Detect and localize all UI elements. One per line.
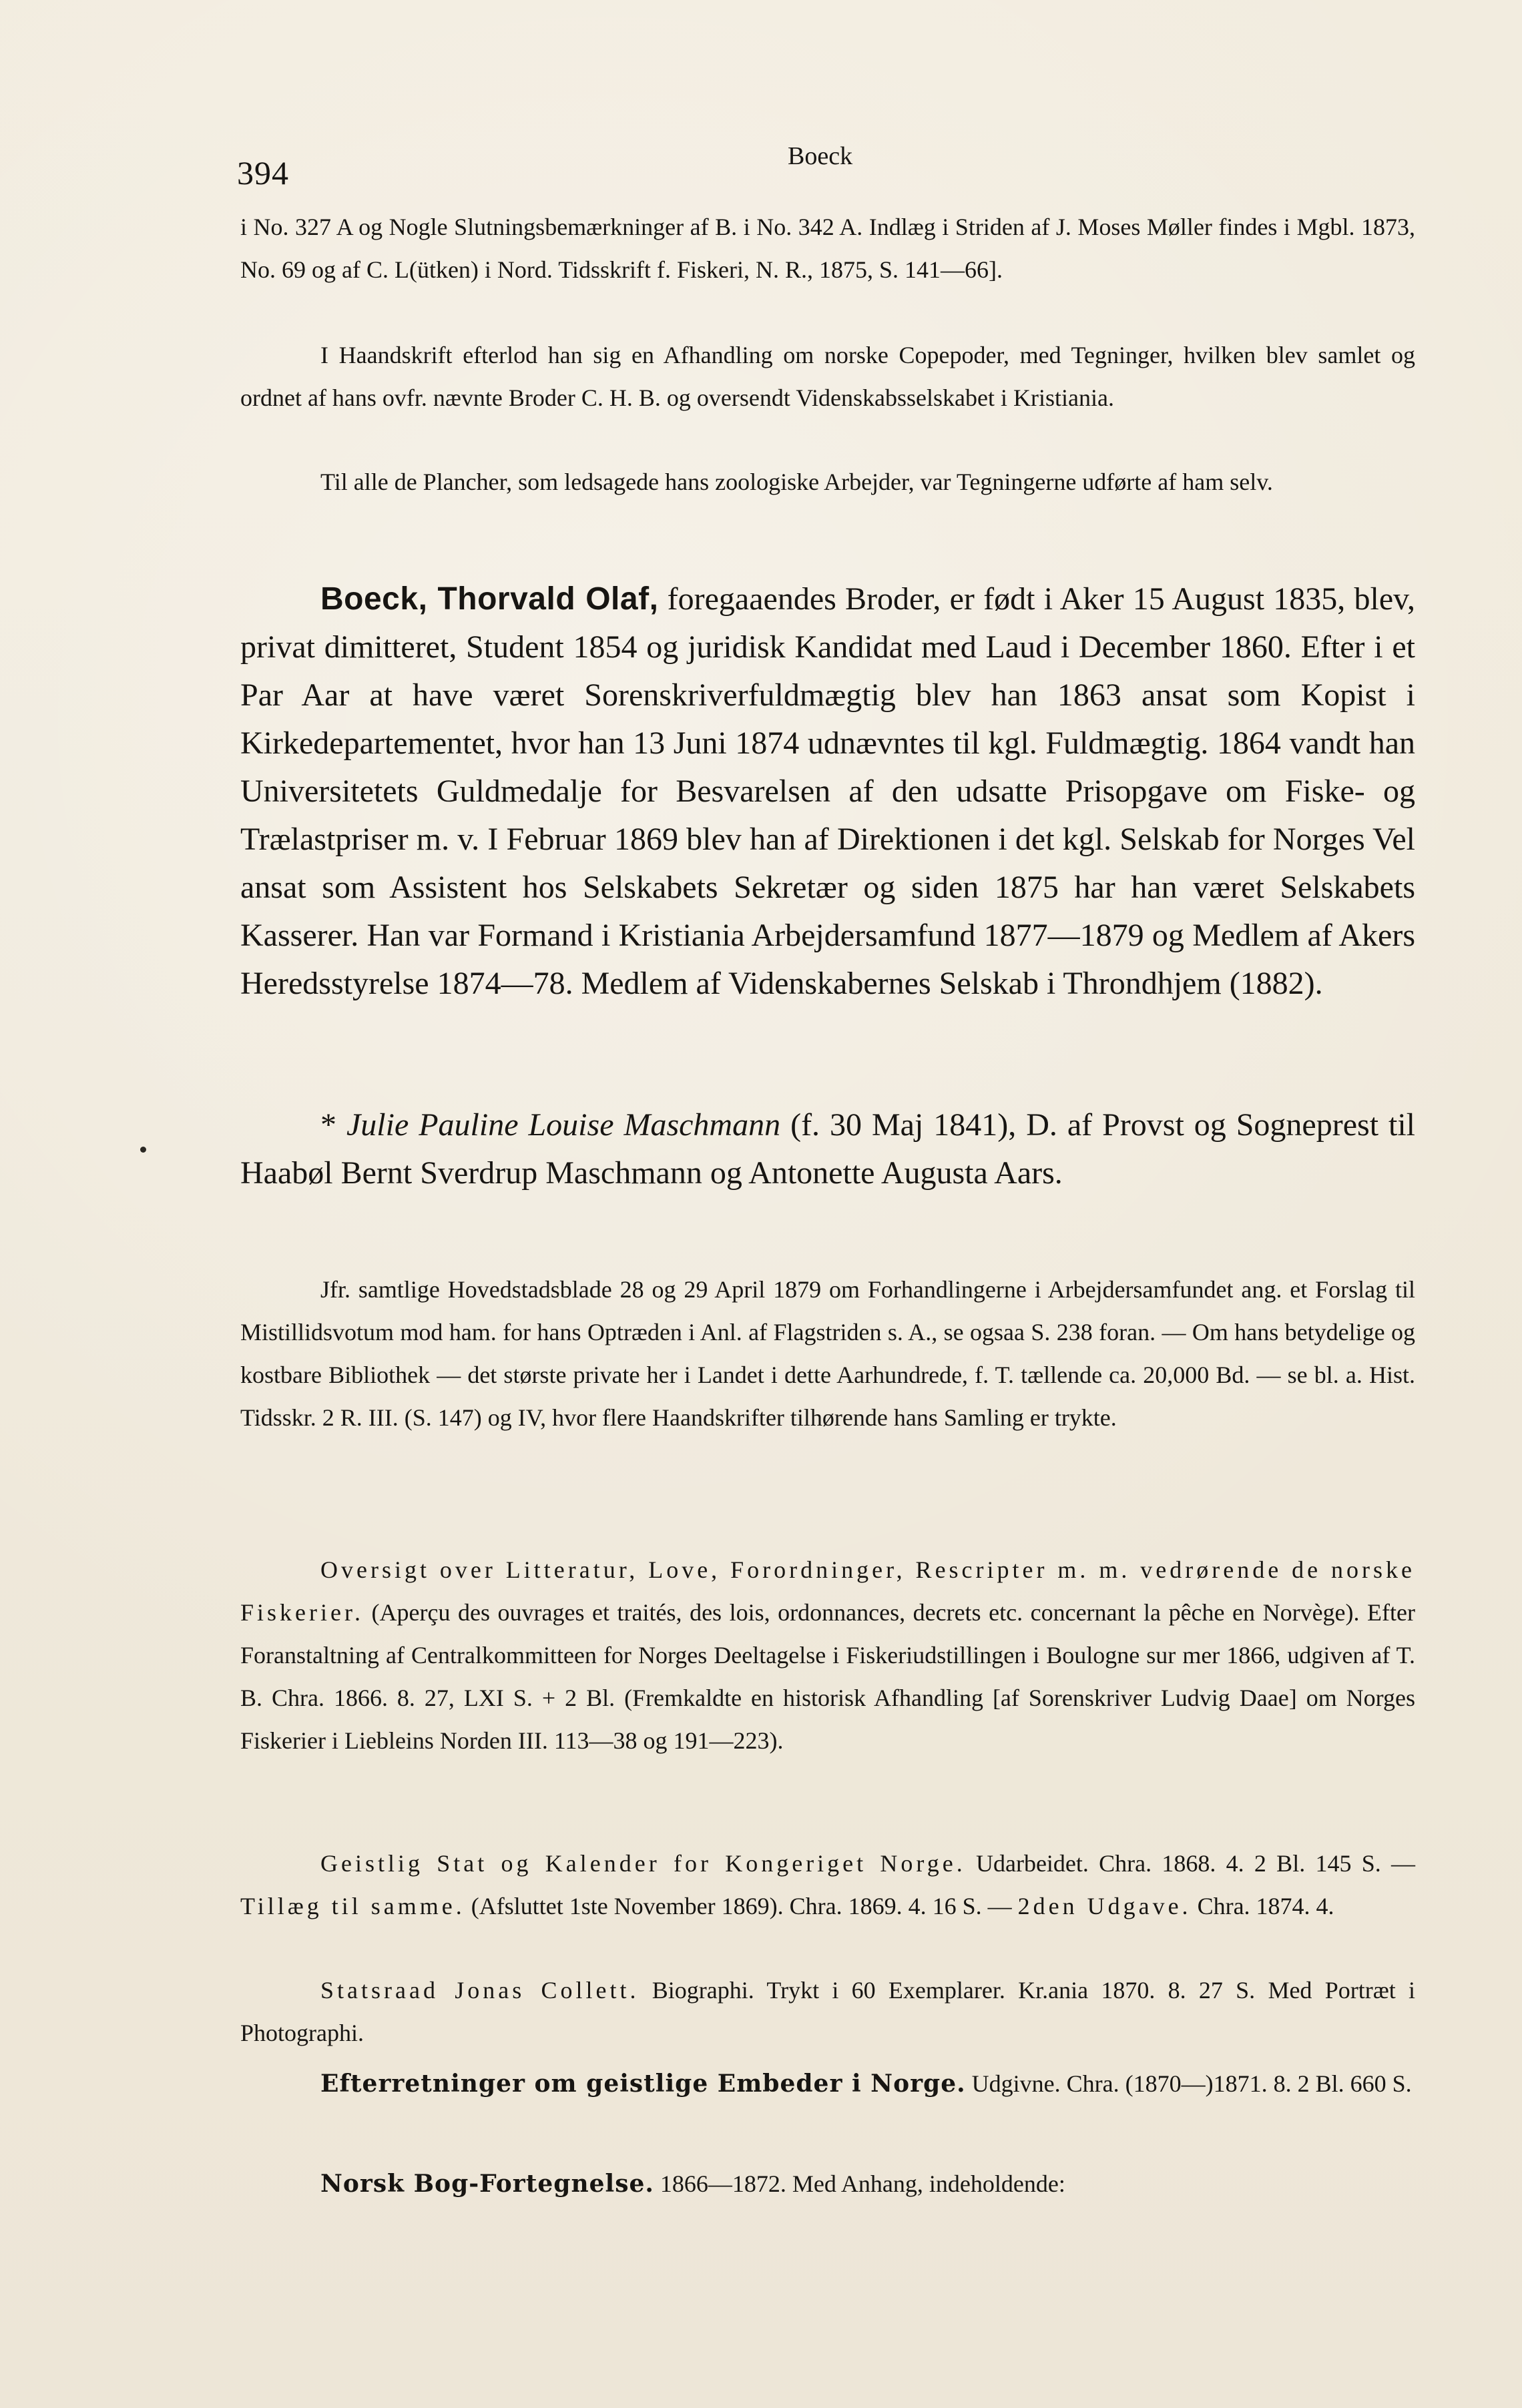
spouse-name: Julie Pauline Louise Maschmann xyxy=(346,1107,781,1143)
paragraph-plates-note: Til alle de Plancher, som ledsagede hans zoologiske Arbejder, var Tegningerne udførte af ham selv. xyxy=(320,469,1273,495)
work-entry-clergy-calendar xyxy=(240,1842,1415,1927)
work-entry-book-catalogue xyxy=(240,2162,1415,2205)
biography-entry xyxy=(240,575,1415,1008)
work-details: Chra. 1874. 4. xyxy=(1197,1893,1334,1919)
running-head: Boeck xyxy=(788,142,853,170)
margin-dot xyxy=(140,1147,146,1153)
work-details: 1866—1872. Med Anhang, indeholdende: xyxy=(660,2170,1065,2197)
entry-name: Boeck, Thorvald Olaf, xyxy=(320,581,659,617)
work-supplement-title: Tillæg til samme. xyxy=(240,1893,465,1919)
work-title: Norsk Bog-Fortegnelse. xyxy=(320,2170,654,2198)
work-title: Efterretninger om geistlige Embeder i Norge. xyxy=(320,2070,966,2098)
paragraph-manuscript-note: I Haandskrift efterlod han sig en Afhandling om norske Copepoder, med Tegninger, hvilken blev samlet og ordnet af hans ovfr. nævnte Broder C. H. B. og oversendt Videnskabsselskabet i Kristiania. xyxy=(240,342,1415,411)
spouse-marker: * xyxy=(320,1107,336,1143)
work-entry-clergy-offices xyxy=(240,2062,1415,2105)
work-title: Geistlig Stat og Kalender for Kongeriget Norge. xyxy=(320,1850,966,1877)
work-entry-collett-biography xyxy=(240,1969,1415,2054)
work-details: Udgivne. Chra. (1870—)1871. 8. 2 Bl. 660 S. xyxy=(971,2070,1412,2097)
work-title: Statsraad Jonas Collett. xyxy=(320,1977,640,2004)
work-entry-fisheries-literature xyxy=(240,1548,1415,1762)
reference-note: Jfr. samtlige Hovedstadsblade 28 og 29 April 1879 om Forhandlingerne i Arbejdersamfundet ang. et Forslag til Mistillidsvotum mod ham. for hans Optræden i Anl. af Flagstriden s. A., se ogsaa S. 238 foran. — Om hans betydelige og kostbare Bibliothek — det største private her i Landet i dette Aarhundrede, f. T. tællende ca. 20,000 Bd. — se bl. a. Hist. Tidsskr. 2 R. III. (S. 147) og IV, hvor flere Haandskrifter tilhørende hans Samling er trykte. xyxy=(240,1276,1415,1431)
work-edition-title: 2den Udgave. xyxy=(1017,1893,1192,1919)
spouse-text: (f. 30 Maj 1841), D. af Provst og Sogneprest til Haabøl Bernt Sverdrup Maschmann og Antonette Augusta Aars. xyxy=(240,1107,1416,1191)
work-title: Oversigt over Litteratur, Love, Forordninger, Rescripter m. m. vedrørende de norske Fiskerier. xyxy=(240,1556,1415,1626)
spouse-entry xyxy=(240,1101,1415,1197)
page-number: 394 xyxy=(237,154,289,192)
work-details: (Afsluttet 1ste November 1869). Chra. 1869. 4. 16 S. — xyxy=(471,1893,1012,1919)
work-details: Biographi. Trykt i 60 Exemplarer. Kr.ania 1870. 8. 27 S. Med Portræt i Photographi. xyxy=(240,1977,1415,2046)
paragraph-continued-references: i No. 327 A og Nogle Slutningsbemærkninger af B. i No. 342 A. Indlæg i Striden af J. Moses Møller findes i Mgbl. 1873, No. 69 og af C. L(ütken) i Nord. Tidsskrift f. Fiskeri, N. R., 1875, S. 141—66]. xyxy=(240,214,1415,283)
work-details: (Aperçu des ouvrages et traités, des lois, ordonnances, decrets etc. concernant la pêche en Norvège). Efter Foranstaltning af Centralkommitteen for Norges Deeltagelse i Fiskeriudstillingen i Boulogne sur mer 1866, udgiven af T. B. Chra. 1866. 8. 27, LXI S. + 2 Bl. (Fremkaldte en historisk Afhandling [af Sorenskriver Ludvig Daae] om Norges Fiskerier i Liebleins Norden III. 113—38 og 191—223). xyxy=(240,1599,1415,1754)
page-header xyxy=(0,133,1522,194)
work-details: Udarbeidet. Chra. 1868. 4. 2 Bl. 145 S. — xyxy=(975,1850,1415,1877)
entry-biography-text: foregaaendes Broder, er født i Aker 15 August 1835, blev, privat dimitteret, Student 1854 og juridisk Kandidat med Laud i December 1860. Efter i et Par Aar at have været Sorenskriverfuldmægtig blev han 1863 ansat som Kopist i Kirkedepartementet, hvor han 13 Juni 1874 udnævntes til kgl. Fuldmægtig. 1864 vandt han Universitetets Guldmedalje for Besvarelsen af den udsatte Prisopgave om Fiske- og Trælastpriser m. v. I Februar 1869 blev han af Direktionen i det kgl. Selskab for Norges Vel ansat som Assistent hos Selskabets Sekretær og siden 1875 har han været Selskabets Kasserer. Han var Formand i Kristiania Arbejdersamfund 1877—1879 og Medlem af Akers Heredsstyrelse 1874—78. Medlem af Videnskabernes Selskab i Throndhjem (1882). xyxy=(240,581,1416,1001)
